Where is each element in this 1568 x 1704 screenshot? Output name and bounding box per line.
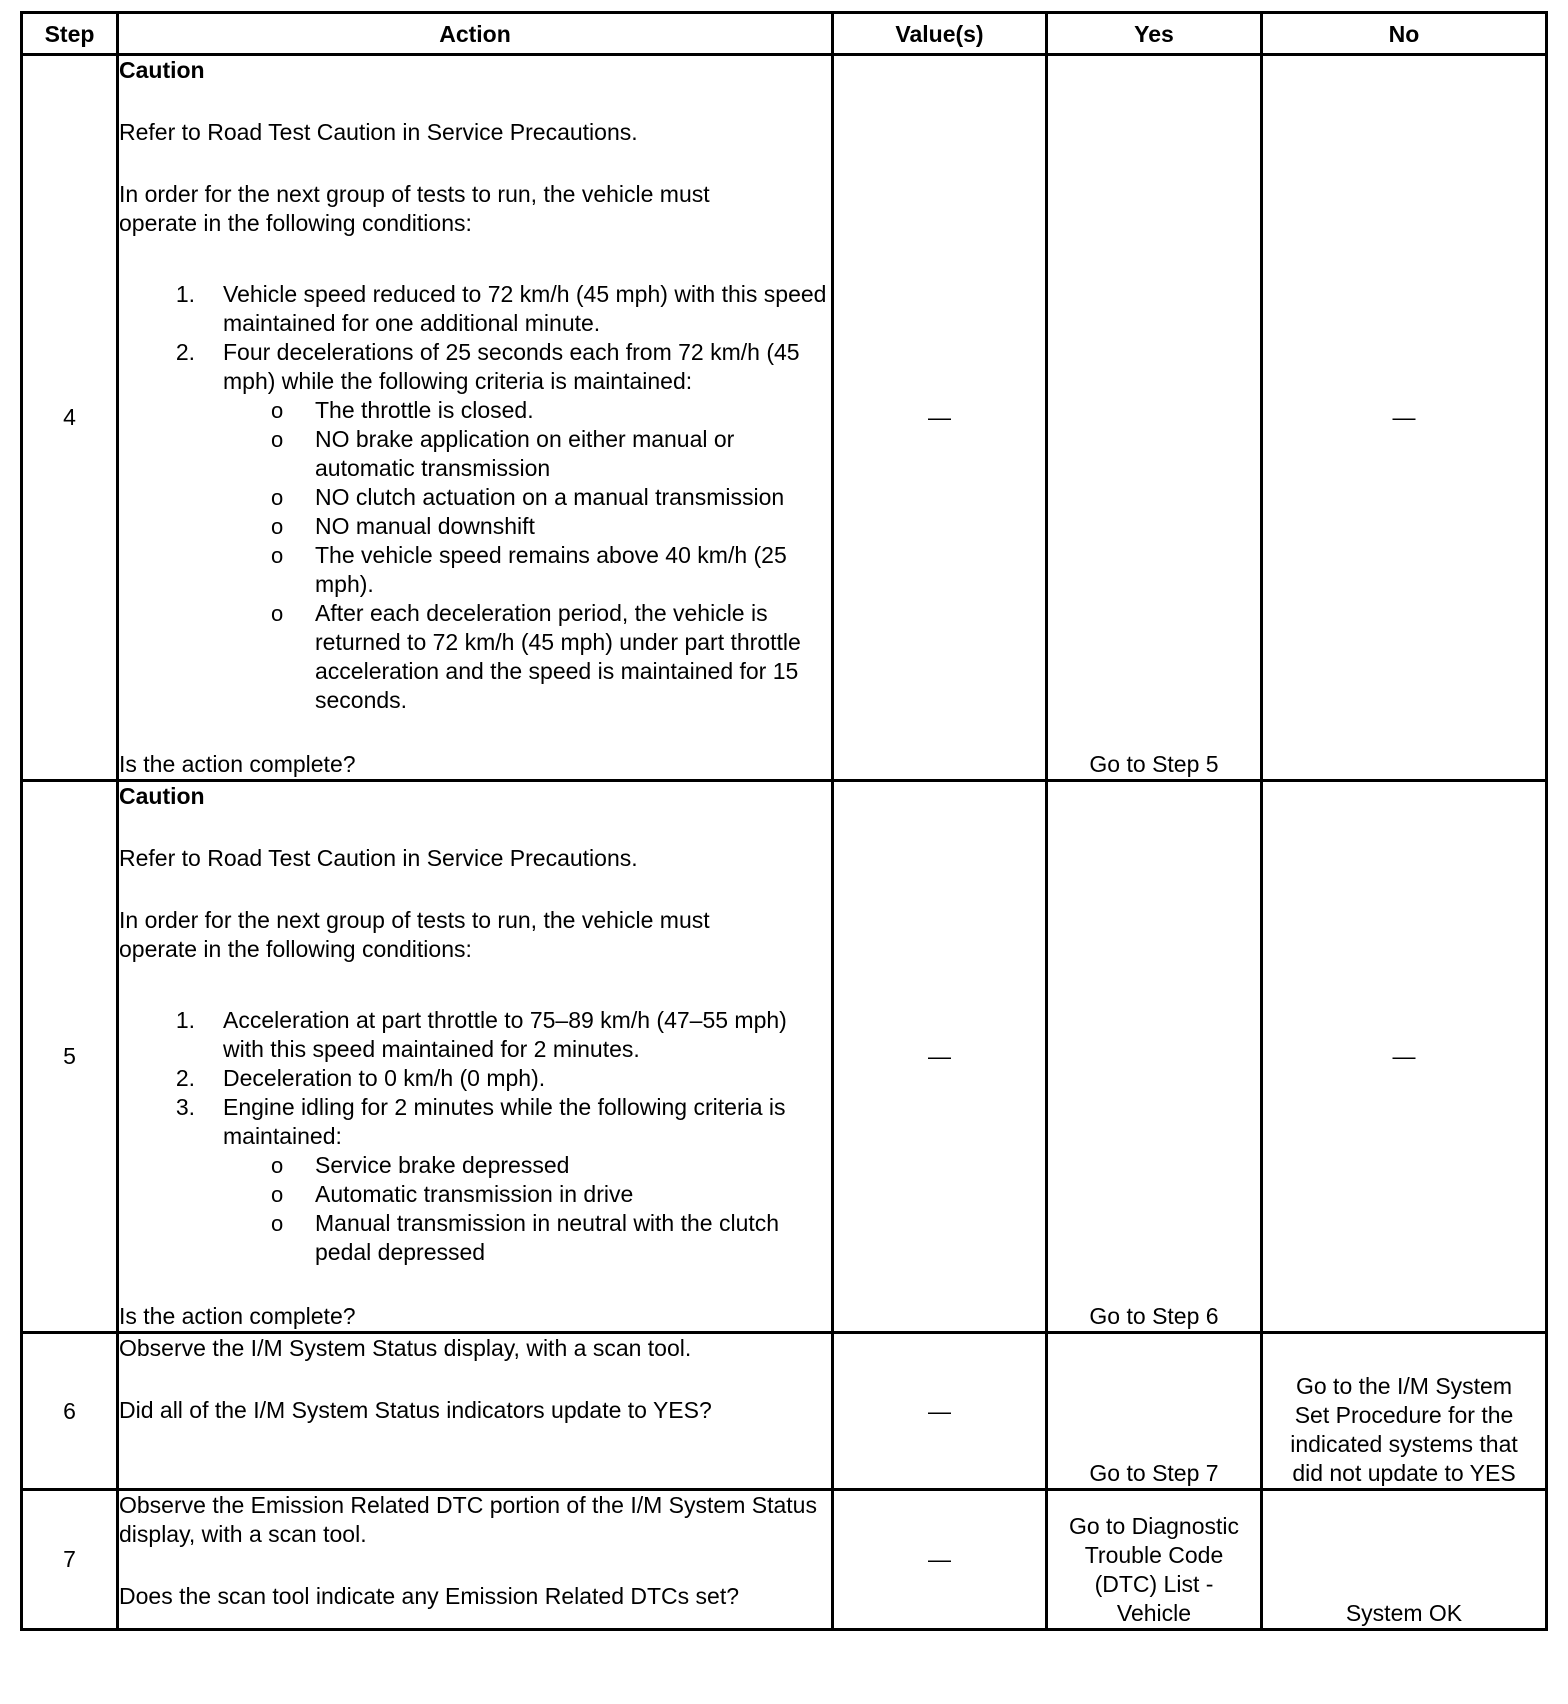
list-item-number: 2. bbox=[175, 339, 195, 365]
condition-list bbox=[119, 280, 831, 715]
list-item-number: 3. bbox=[175, 1094, 195, 1120]
list-item bbox=[119, 1064, 831, 1093]
sub-item-text: NO brake application on either manual or automatic transmission bbox=[315, 426, 735, 481]
condition-list bbox=[119, 1006, 831, 1267]
sub-item-text: NO clutch actuation on a manual transmission bbox=[315, 484, 785, 510]
bullet-icon: o bbox=[271, 1211, 284, 1236]
yes-action-link[interactable]: Go to Step 5 bbox=[1047, 55, 1262, 781]
list-item-number: 1. bbox=[175, 1007, 195, 1033]
refer-text: Refer to Road Test Caution in Service Precautions. bbox=[119, 845, 638, 871]
sub-item-text: Service brake depressed bbox=[315, 1152, 570, 1178]
bullet-icon: o bbox=[271, 485, 284, 510]
instruction-text: Observe the Emission Related DTC portion of the I/M System Status display, with a scan tool. bbox=[119, 1492, 817, 1547]
criteria-list bbox=[223, 1151, 831, 1267]
sub-item-text: Manual transmission in neutral with the clutch pedal depressed bbox=[315, 1210, 780, 1265]
bullet-icon: o bbox=[271, 1182, 284, 1207]
sub-item-text: Automatic transmission in drive bbox=[315, 1181, 634, 1207]
bullet-icon: o bbox=[271, 427, 284, 452]
sub-list-item bbox=[223, 425, 831, 483]
value-cell: — bbox=[833, 1490, 1047, 1630]
no-cell: — bbox=[1262, 781, 1547, 1333]
sub-list-item bbox=[223, 541, 831, 599]
sub-item-text: After each deceleration period, the vehicle is returned to 72 km/h (45 mph) under part throttle acceleration and the speed is maintained for 15 seconds. bbox=[315, 600, 801, 713]
table-row-step-6 bbox=[22, 1333, 1547, 1490]
list-item-text: Deceleration to 0 km/h (0 mph). bbox=[223, 1065, 546, 1091]
header-yes: Yes bbox=[1047, 13, 1262, 55]
sub-list-item bbox=[223, 1151, 831, 1180]
bullet-icon: o bbox=[271, 1153, 284, 1178]
list-item-text: Vehicle speed reduced to 72 km/h (45 mph) with this speed maintained for one additional minute. bbox=[223, 281, 827, 336]
sub-list-item bbox=[223, 483, 831, 512]
header-values: Value(s) bbox=[833, 13, 1047, 55]
list-item-number: 2. bbox=[175, 1065, 195, 1091]
value-cell: — bbox=[833, 55, 1047, 781]
action-cell bbox=[118, 781, 833, 1333]
bullet-icon: o bbox=[271, 398, 284, 423]
no-action-link[interactable]: Go to the I/M System Set Procedure for the indicated systems that did not update to YES bbox=[1262, 1333, 1547, 1490]
list-item bbox=[119, 338, 831, 715]
step-number: 7 bbox=[22, 1490, 118, 1630]
question-text: Is the action complete? bbox=[119, 751, 356, 777]
list-item-number: 1. bbox=[175, 281, 195, 307]
value-cell: — bbox=[833, 1333, 1047, 1490]
intro-text: In order for the next group of tests to run, the vehicle must operate in the following conditions: bbox=[119, 907, 710, 962]
header-action: Action bbox=[118, 13, 833, 55]
action-cell bbox=[118, 1490, 833, 1630]
diagnostic-table bbox=[20, 11, 1548, 1631]
table-row-step-4 bbox=[22, 55, 1547, 781]
sub-item-text: NO manual downshift bbox=[315, 513, 535, 539]
step-number: 4 bbox=[22, 55, 118, 781]
caution-heading: Caution bbox=[119, 57, 205, 83]
question-text: Did all of the I/M System Status indicators update to YES? bbox=[119, 1397, 712, 1423]
criteria-list bbox=[223, 396, 831, 715]
bullet-icon: o bbox=[271, 601, 284, 626]
list-item-text: Engine idling for 2 minutes while the following criteria is maintained: bbox=[223, 1094, 786, 1149]
intro-text: In order for the next group of tests to run, the vehicle must operate in the following conditions: bbox=[119, 181, 710, 236]
table-row-step-7 bbox=[22, 1490, 1547, 1630]
header-row bbox=[22, 13, 1547, 55]
instruction-text: Observe the I/M System Status display, with a scan tool. bbox=[119, 1335, 692, 1361]
no-result-text: System OK bbox=[1262, 1490, 1547, 1630]
no-cell: — bbox=[1262, 55, 1547, 781]
bullet-icon: o bbox=[271, 543, 284, 568]
list-item-text: Acceleration at part throttle to 75–89 km/h (47–55 mph) with this speed maintained for 2 minutes. bbox=[223, 1007, 787, 1062]
list-item-body bbox=[223, 1093, 831, 1267]
list-item-body bbox=[223, 338, 831, 715]
action-cell bbox=[118, 1333, 833, 1490]
sub-list-item bbox=[223, 1209, 831, 1267]
list-item bbox=[119, 1006, 831, 1064]
header-no: No bbox=[1262, 13, 1547, 55]
action-cell bbox=[118, 55, 833, 781]
question-text: Is the action complete? bbox=[119, 1303, 356, 1329]
question-text: Does the scan tool indicate any Emission Related DTCs set? bbox=[119, 1583, 740, 1609]
step-number: 6 bbox=[22, 1333, 118, 1490]
yes-action-link[interactable]: Go to Step 6 bbox=[1047, 781, 1262, 1333]
yes-action-link[interactable]: Go to Step 7 bbox=[1047, 1333, 1262, 1490]
refer-text: Refer to Road Test Caution in Service Precautions. bbox=[119, 119, 638, 145]
sub-list-item bbox=[223, 1180, 831, 1209]
step-number: 5 bbox=[22, 781, 118, 1333]
sub-list-item bbox=[223, 396, 831, 425]
sub-list-item bbox=[223, 512, 831, 541]
sub-item-text: The throttle is closed. bbox=[315, 397, 534, 423]
bullet-icon: o bbox=[271, 514, 284, 539]
header-step: Step bbox=[22, 13, 118, 55]
list-item bbox=[119, 1093, 831, 1267]
sub-item-text: The vehicle speed remains above 40 km/h (25 mph). bbox=[315, 542, 787, 597]
value-cell: — bbox=[833, 781, 1047, 1333]
list-item-text: Four decelerations of 25 seconds each from 72 km/h (45 mph) while the following criteria is maintained: bbox=[223, 339, 800, 394]
list-item bbox=[119, 280, 831, 338]
sub-list-item bbox=[223, 599, 831, 715]
caution-heading: Caution bbox=[119, 783, 205, 809]
table-row-step-5 bbox=[22, 781, 1547, 1333]
yes-action-link[interactable]: Go to Diagnostic Trouble Code (DTC) List - Vehicle bbox=[1047, 1490, 1262, 1630]
